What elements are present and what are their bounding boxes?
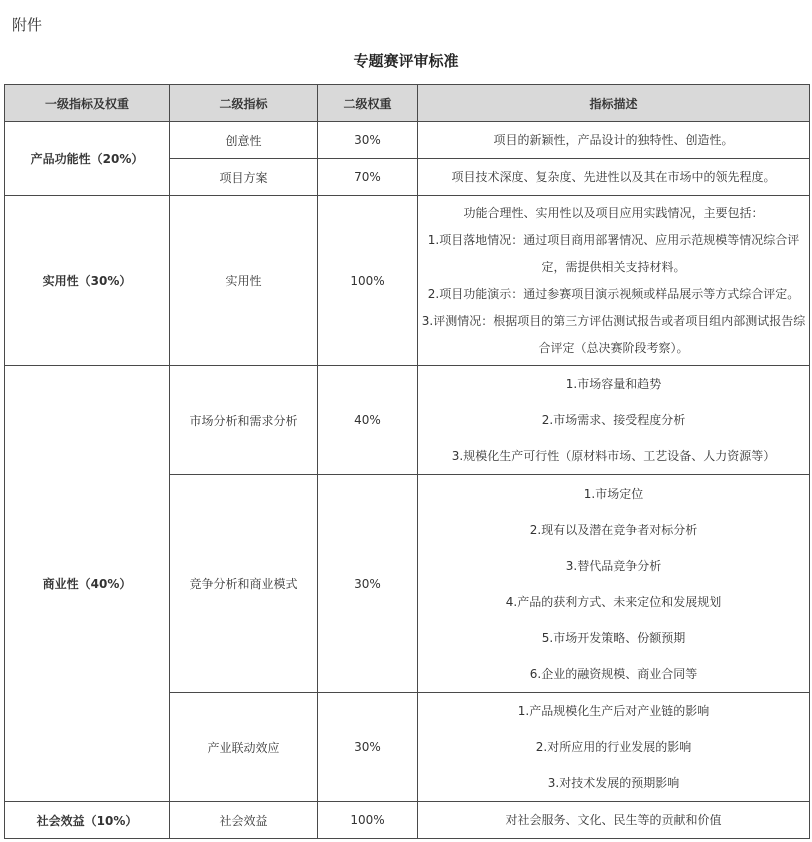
header-weight: 二级权重 <box>318 85 418 122</box>
table-row <box>5 366 810 475</box>
level2-cell: 项目方案 <box>170 159 318 196</box>
header-description: 指标描述 <box>418 85 810 122</box>
description-line: 3.评测情况：根据项目的第三方评估测试报告或者项目组内部测试报告综合评定（总决赛阶段考察）。 <box>421 313 806 355</box>
weight-cell: 40% <box>318 366 418 475</box>
level2-cell: 社会效益 <box>170 802 318 839</box>
table-row <box>5 802 810 839</box>
description-cell <box>418 802 810 839</box>
weight-cell: 30% <box>318 475 418 693</box>
description-cell <box>418 196 810 366</box>
weight-cell: 70% <box>318 159 418 196</box>
level1-cell: 实用性（30%） <box>5 196 170 366</box>
level2-cell: 市场分析和需求分析 <box>170 366 318 475</box>
description-line: 3.规模化生产可行性（原材料市场、工艺设备、人力资源等） <box>451 449 776 463</box>
description-line: 2.市场需求、接受程度分析 <box>541 413 686 427</box>
description-line: 4.产品的获利方式、未来定位和发展规划 <box>505 594 722 609</box>
level1-cell: 商业性（40%） <box>5 366 170 802</box>
description-line: 1.市场容量和趋势 <box>565 377 662 391</box>
level1-cell: 社会效益（10%） <box>5 802 170 839</box>
description-cell <box>418 159 810 196</box>
description-line: 3.替代品竞争分析 <box>565 558 662 573</box>
description-cell <box>418 366 810 475</box>
header-row <box>5 85 810 122</box>
header-level1: 一级指标及权重 <box>5 85 170 122</box>
table-header <box>5 85 810 122</box>
level1-cell: 产品功能性（20%） <box>5 122 170 196</box>
description-cell <box>418 475 810 693</box>
table-row <box>5 196 810 366</box>
description-line: 功能合理性、实用性以及项目应用实践情况，主要包括： <box>463 205 764 220</box>
criteria-table <box>4 84 810 839</box>
description-line: 项目技术深度、复杂度、先进性以及其在市场中的领先程度。 <box>451 170 776 184</box>
description-line: 1.市场定位 <box>583 486 644 501</box>
level2-cell: 竞争分析和商业模式 <box>170 475 318 693</box>
level2-cell: 实用性 <box>170 196 318 366</box>
table-row <box>5 122 810 159</box>
annex-label: 附件 <box>12 16 43 34</box>
weight-cell: 100% <box>318 196 418 366</box>
description-line: 2.对所应用的行业发展的影响 <box>535 740 692 754</box>
description-line: 6.企业的融资规模、商业合同等 <box>529 666 698 681</box>
description-line: 1.项目落地情况：通过项目商用部署情况、应用示范规模等情况综合评定，需提供相关支持材料。 <box>427 232 800 274</box>
description-line: 3.对技术发展的预期影响 <box>547 776 680 790</box>
description-line: 2.项目功能演示：通过参赛项目演示视频或样品展示等方式综合评定。 <box>427 286 800 301</box>
description-line: 2.现有以及潜在竞争者对标分析 <box>529 522 698 537</box>
description-line: 项目的新颖性，产品设计的独特性、创造性。 <box>493 133 734 147</box>
level2-cell: 产业联动效应 <box>170 693 318 802</box>
description-line: 5.市场开发策略、份额预期 <box>541 630 686 645</box>
weight-cell: 100% <box>318 802 418 839</box>
level2-cell: 创意性 <box>170 122 318 159</box>
document-title: 专题赛评审标准 <box>353 52 459 70</box>
description-cell <box>418 693 810 802</box>
weight-cell: 30% <box>318 122 418 159</box>
description-line: 1.产品规模化生产后对产业链的影响 <box>517 704 710 718</box>
weight-cell: 30% <box>318 693 418 802</box>
description-line: 对社会服务、文化、民生等的贡献和价值 <box>505 813 722 827</box>
header-level2: 二级指标 <box>170 85 318 122</box>
table-body <box>5 122 810 839</box>
description-cell <box>418 122 810 159</box>
